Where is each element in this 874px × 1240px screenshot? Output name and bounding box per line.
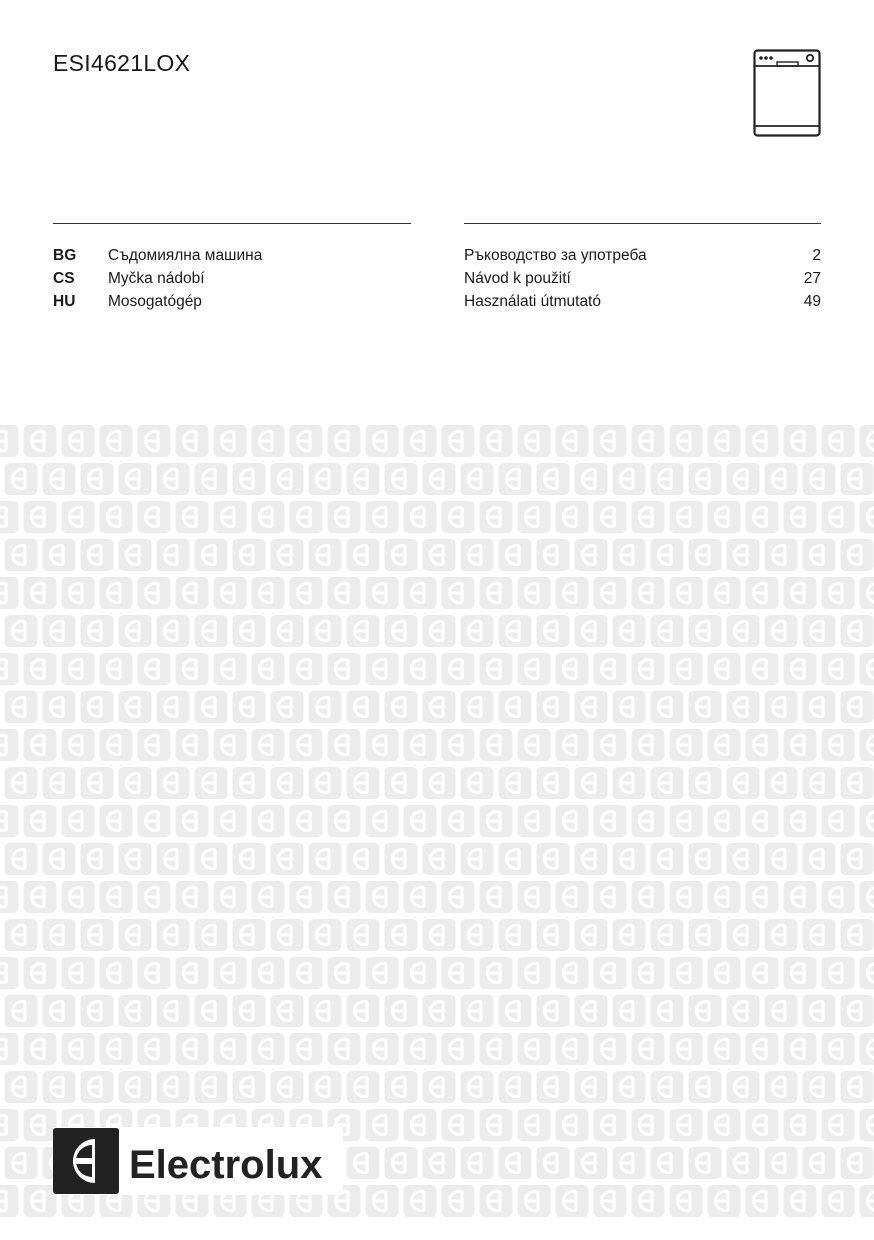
language-row-cs (53, 269, 821, 292)
divider-right (464, 223, 821, 224)
page-number: 49 (803, 293, 821, 310)
page-number: 27 (803, 270, 821, 287)
divider-left (53, 223, 411, 224)
language-row-hu (53, 292, 821, 315)
dishwasher-icon (752, 48, 822, 138)
page-number: 2 (812, 247, 821, 264)
manual-title: Návod k použití (464, 270, 571, 287)
language-row-bg (53, 246, 821, 269)
product-name: Съдомиялна машина (108, 247, 263, 264)
electrolux-brand (53, 1127, 343, 1200)
language-code: HU (53, 293, 76, 310)
language-code: CS (53, 270, 75, 287)
model-title: ESI4621LOX (53, 50, 191, 76)
product-name: Myčka nádobí (108, 270, 205, 287)
electrolux-logo-pattern (0, 423, 874, 1220)
language-code: BG (53, 247, 77, 264)
language-table (53, 246, 821, 315)
manual-title: Ръководство за употреба (464, 247, 647, 264)
brand-name: Electrolux (129, 1143, 323, 1187)
product-name: Mosogatógép (108, 293, 202, 310)
electrolux-logo-icon (53, 1127, 343, 1195)
manual-title: Használati útmutató (464, 293, 601, 310)
